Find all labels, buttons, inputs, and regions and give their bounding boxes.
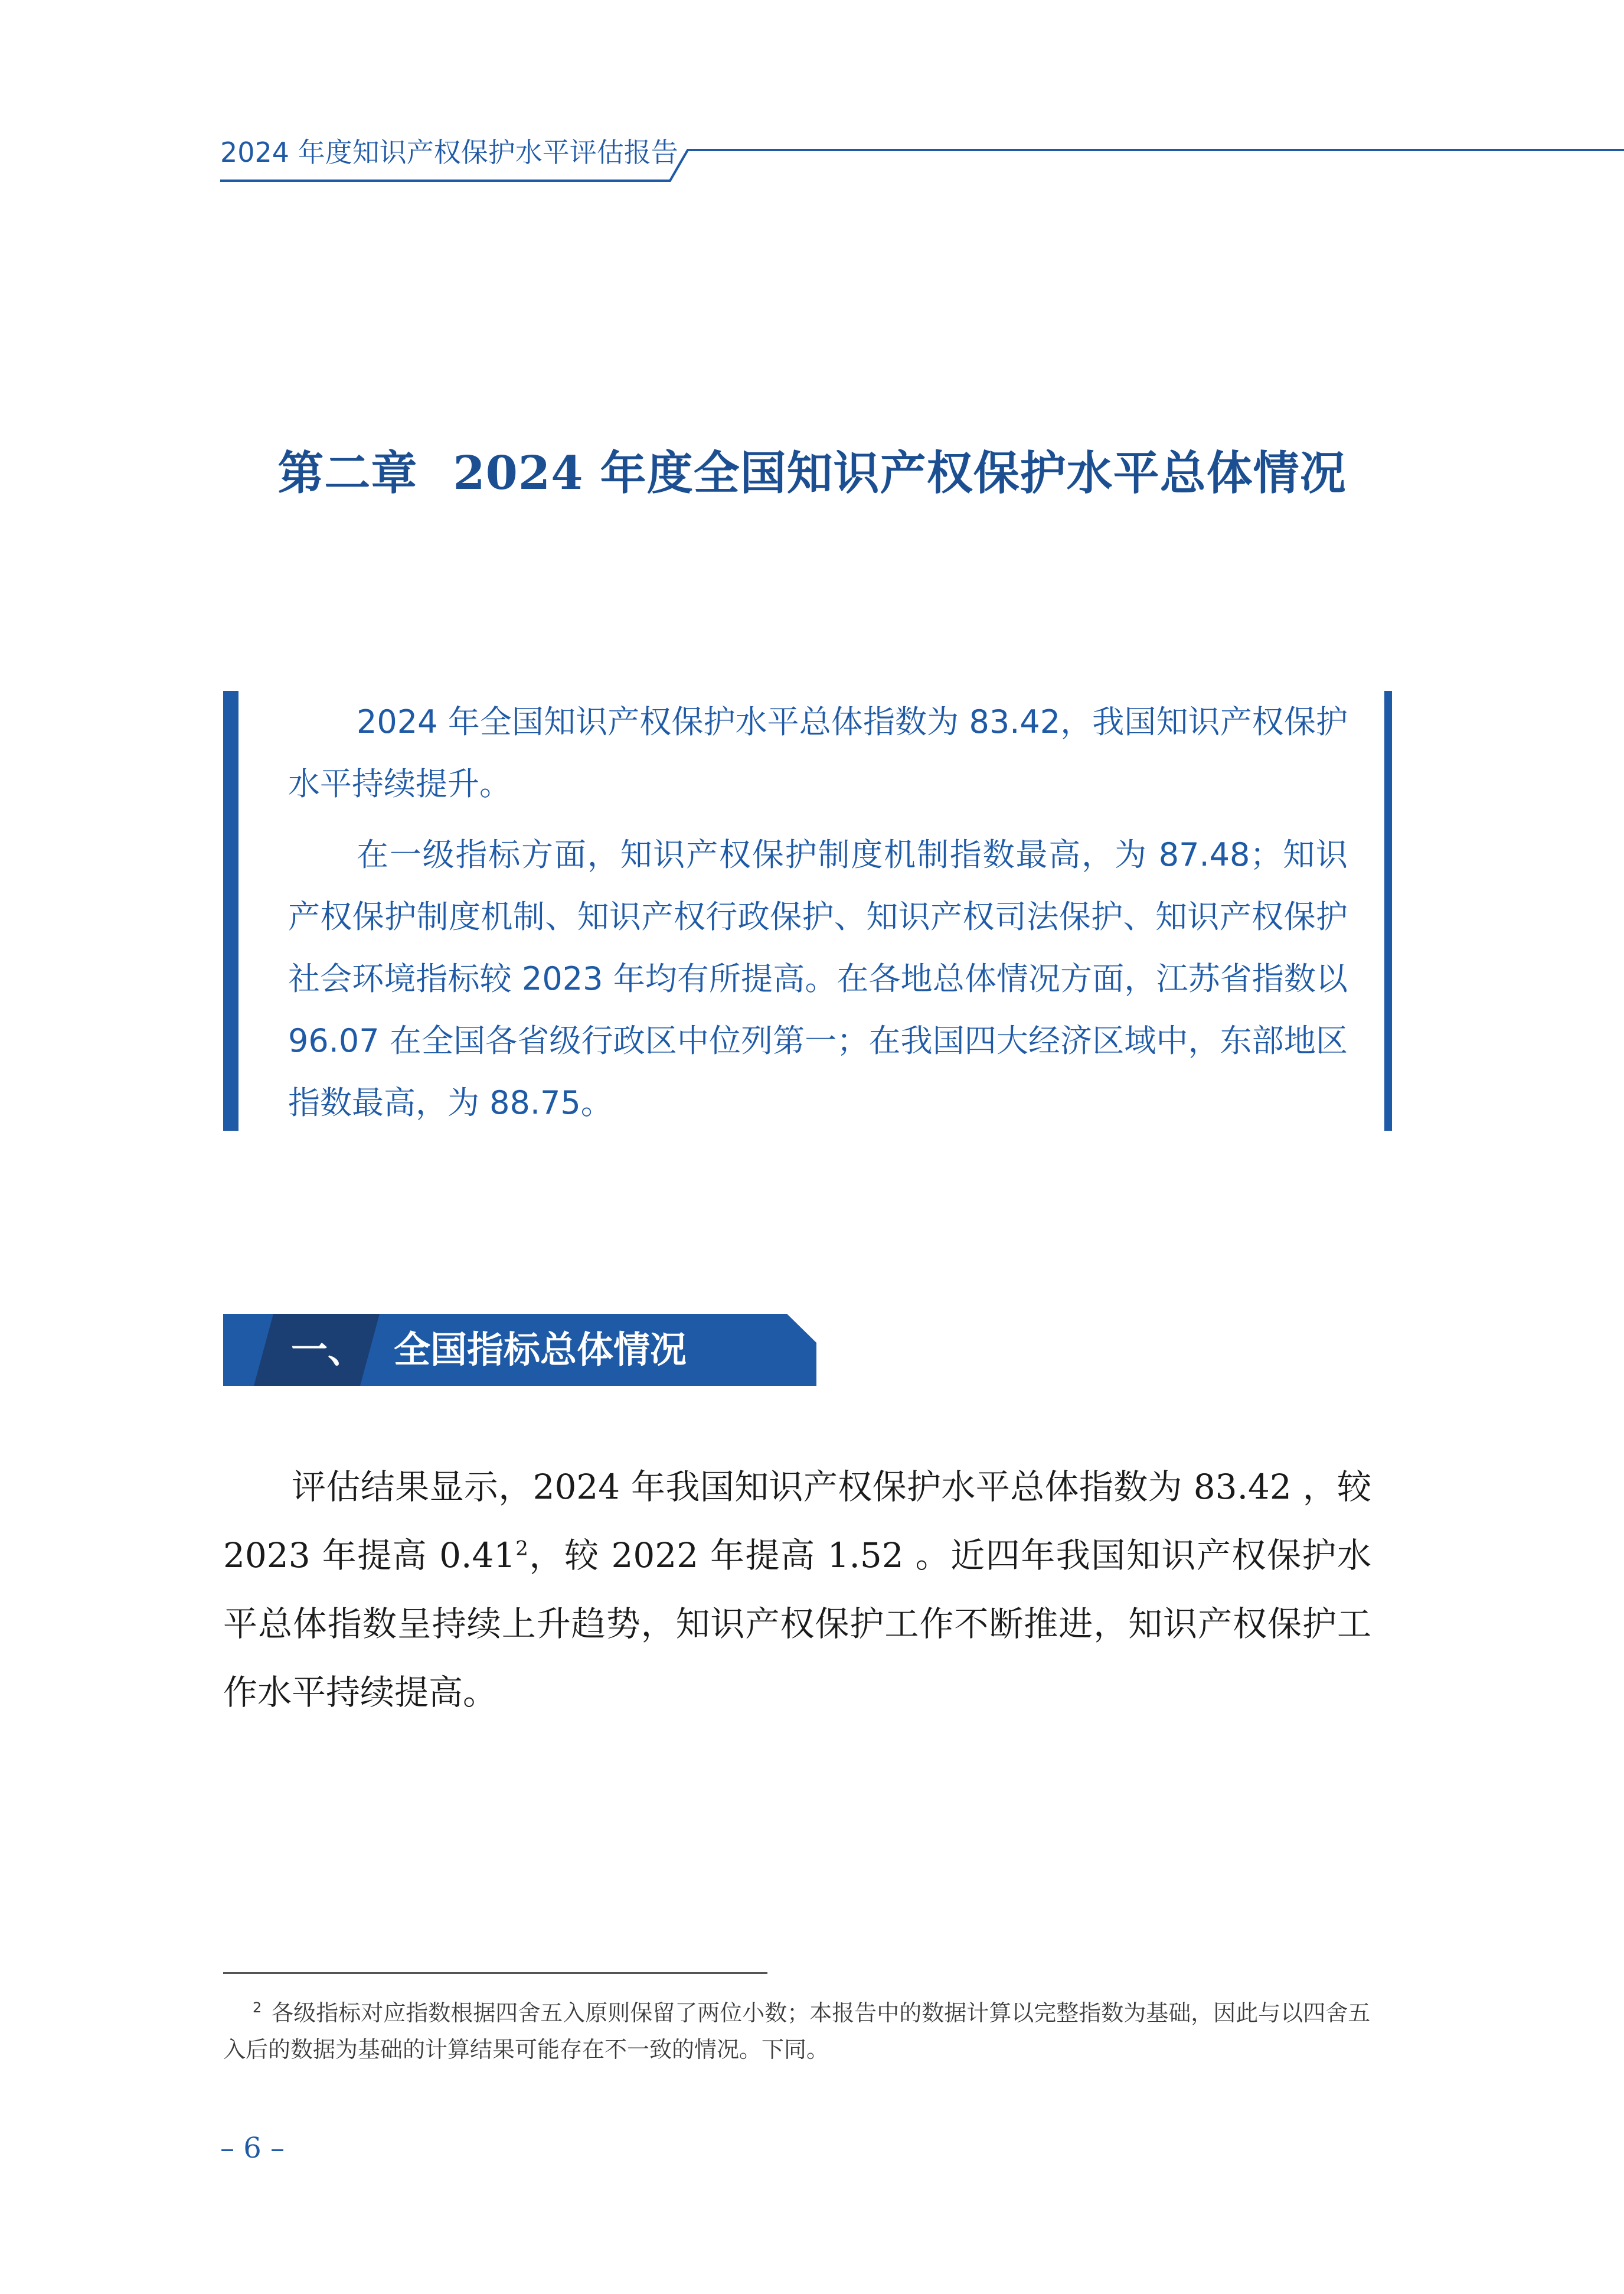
body-text-part1: 评估结果显示，2024 年我国知识产权保护水平总体指数为 83.42 ，较 2023 年提高 0.41 bbox=[223, 1467, 1371, 1575]
page-number: – 6 – bbox=[220, 2132, 285, 2165]
footnote bbox=[223, 1995, 1371, 2068]
chapter-title bbox=[0, 444, 1624, 503]
section-title: 全国指标总体情况 bbox=[394, 1328, 687, 1371]
footnote-reference[interactable]: 2 bbox=[515, 1536, 528, 1561]
chapter-label: 第二章 bbox=[277, 446, 418, 500]
body-paragraph bbox=[223, 1453, 1371, 1727]
section-number: 一、 bbox=[291, 1328, 365, 1371]
running-header: 2024 年度知识产权保护水平评估报告 bbox=[220, 136, 678, 168]
footnote-text: 各级指标对应指数根据四舍五入原则保留了两位小数；本报告中的数据计算以完整指数为基础，因此与以四舍五入后的数据为基础的计算结果可能存在不一致的情况。下同。 bbox=[223, 2000, 1371, 2063]
summary-box bbox=[223, 691, 1392, 1131]
footnote-mark: 2 bbox=[253, 1999, 262, 2016]
summary-paragraph: 在一级指标方面，知识产权保护制度机制指数最高，为 87.48；知识产权保护制度机制、知识产权行政保护、知识产权司法保护、知识产权保护社会环境指标较 2023 年均有所提高。在各地总体情况方面，江苏省指数以 96.07 在全国各省级行政区中位列第一；在我国四大经济区域中，东部地区指数最高，为 88.75。 bbox=[288, 836, 1348, 1121]
summary-paragraph: 2024 年全国知识产权保护水平总体指数为 83.42，我国知识产权保护水平持续提升。 bbox=[288, 703, 1348, 802]
body-text-part2: ，较 2022 年提高 1.52 。近四年我国知识产权保护水平总体指数呈持续上升趋势，知识产权保护工作不断推进，知识产权保护工作水平持续提高。 bbox=[223, 1535, 1371, 1712]
section-heading bbox=[223, 1314, 816, 1386]
chapter-title-text: 2024 年度全国知识产权保护水平总体情况 bbox=[453, 446, 1347, 500]
footnote-divider bbox=[223, 1972, 767, 1974]
section-label bbox=[291, 1314, 687, 1386]
